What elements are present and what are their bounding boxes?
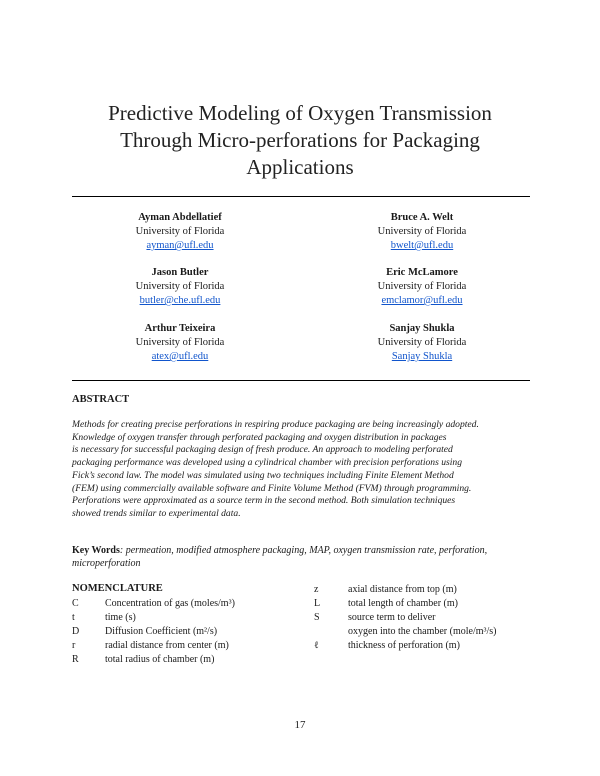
author-affiliation: University of Florida — [377, 226, 467, 237]
nomenclature-description: total radius of chamber (m) — [105, 654, 215, 665]
keywords-paragraph — [72, 544, 532, 570]
author-name: Jason Butler — [151, 267, 209, 278]
author-email-link[interactable]: bwelt@ufl.edu — [390, 240, 454, 251]
keywords-text: : permeation, modified atmosphere packaging, MAP, oxygen transmission rate, perforation, microperforation — [72, 545, 488, 569]
author-block — [322, 266, 522, 308]
nomenclature-description: radial distance from center (m) — [105, 640, 229, 651]
author-email-link[interactable]: ayman@ufl.edu — [146, 240, 214, 251]
abstract-heading: ABSTRACT — [72, 394, 130, 405]
title-line-3: Applications — [246, 155, 354, 179]
nomenclature-symbol: z — [314, 584, 319, 595]
author-block — [80, 211, 280, 253]
nomenclature-description: time (s) — [105, 612, 136, 623]
nomenclature-symbol: R — [72, 654, 79, 665]
authors-divider — [72, 380, 530, 381]
title-divider — [72, 196, 530, 197]
author-name: Bruce A. Welt — [390, 212, 454, 223]
author-block — [322, 322, 522, 364]
nomenclature-symbol: S — [314, 612, 320, 623]
nomenclature-symbol: r — [72, 640, 76, 651]
author-email-link[interactable]: butler@che.ufl.edu — [139, 295, 221, 306]
author-email-link[interactable]: emclamor@ufl.edu — [381, 295, 463, 306]
author-affiliation: University of Florida — [377, 281, 467, 292]
nomenclature-description: Concentration of gas (moles/m³) — [105, 598, 235, 609]
title-line-1: Predictive Modeling of Oxygen Transmission — [108, 101, 492, 125]
author-block — [80, 322, 280, 364]
author-name: Sanjay Shukla — [389, 323, 455, 334]
nomenclature-symbol: ℓ — [314, 640, 319, 651]
author-affiliation: University of Florida — [135, 226, 225, 237]
nomenclature-description: total length of chamber (m) — [348, 598, 458, 609]
author-email-link[interactable]: atex@ufl.edu — [151, 351, 209, 362]
author-block — [322, 211, 522, 253]
paper-title — [60, 100, 540, 181]
author-email-link[interactable]: Sanjay Shukla — [391, 351, 453, 362]
abstract-text: Methods for creating precise perforations in respiring produce packaging are being increasingly adopted. Knowledge of oxygen transfer through perforated packaging and oxygen distribution in packages is necessary for successful packaging design of fresh produce. An approach to modeling perforated packaging performance was developed using a cylindrical chamber with precision perforations using Fick’s second law. The model was simulated using two techniques including Finite Element Method (FEM) using commercially available software and Finite Volume Method (FVM) through programming. Perforations were approximated as a source term in the second method. Both simulation techniques showed trends similar to experimental data. — [72, 419, 479, 519]
nomenclature-description: source term to deliver — [348, 612, 436, 623]
author-affiliation: University of Florida — [135, 337, 225, 348]
nomenclature-heading: NOMENCLATURE — [72, 583, 163, 594]
page-number: 17 — [294, 719, 306, 731]
author-affiliation: University of Florida — [377, 337, 467, 348]
nomenclature-description: thickness of perforation (m) — [348, 640, 460, 651]
author-name: Arthur Teixeira — [144, 323, 216, 334]
nomenclature-description: oxygen into the chamber (mole/m³/s) — [348, 626, 497, 637]
author-affiliation: University of Florida — [135, 281, 225, 292]
author-block — [80, 266, 280, 308]
nomenclature-symbol: L — [314, 598, 321, 609]
nomenclature-symbol: D — [72, 626, 80, 637]
author-name: Ayman Abdellatief — [138, 212, 222, 223]
title-line-2: Through Micro-perforations for Packaging — [120, 128, 480, 152]
nomenclature-description: axial distance from top (m) — [348, 584, 457, 595]
nomenclature-symbol: t — [72, 612, 75, 623]
author-name: Eric McLamore — [386, 267, 458, 278]
keywords-label: Key Words — [72, 545, 120, 556]
nomenclature-symbol: C — [72, 598, 79, 609]
nomenclature-description: Diffusion Coefficient (m²/s) — [105, 626, 218, 637]
